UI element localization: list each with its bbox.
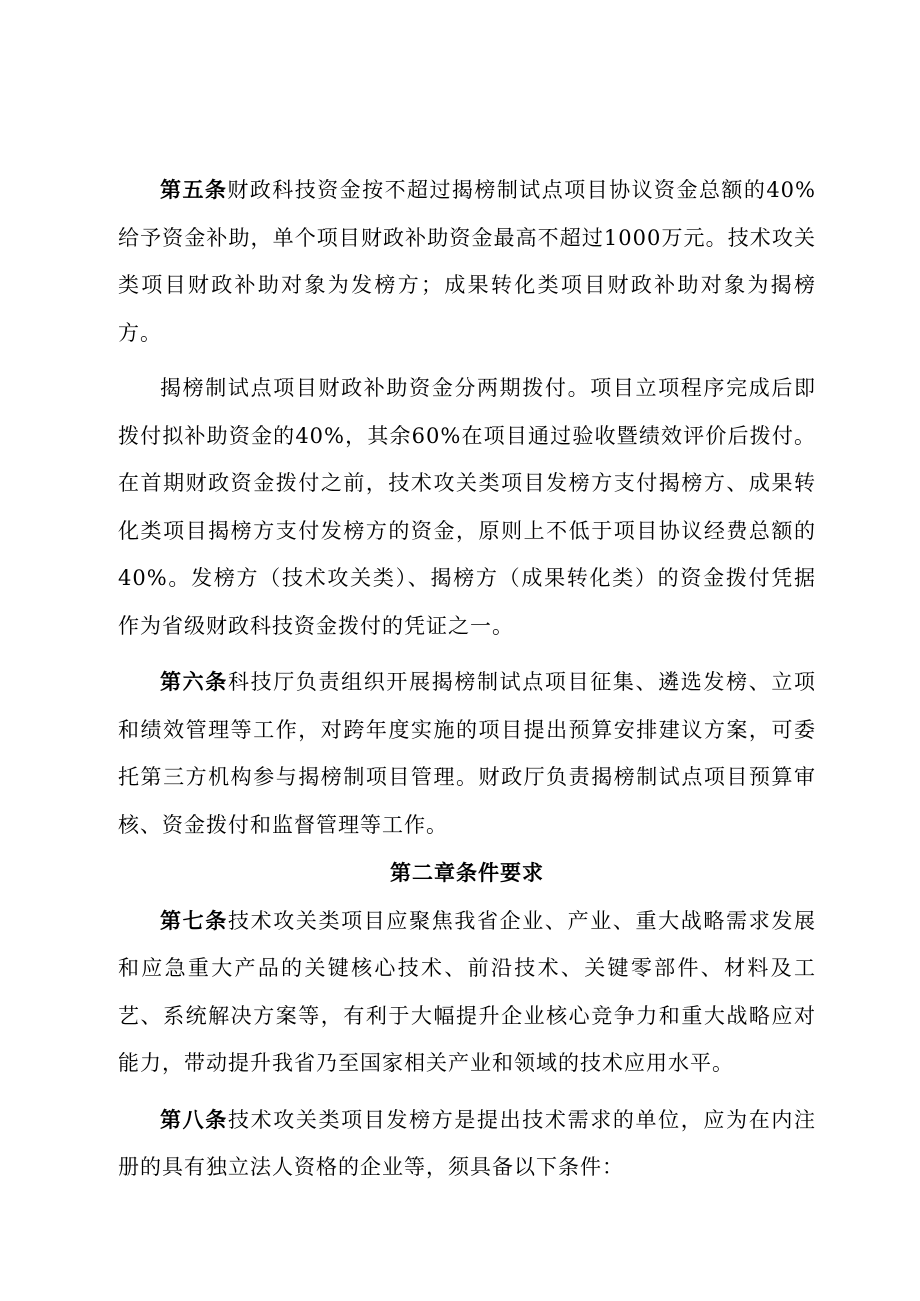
chapter-heading: 第二章条件要求 <box>390 860 544 885</box>
article-5-text: 财政科技资金按不超过揭榜制试点项目协议资金总额的40%给予资金补助，单个项目财政补助资金最高不超过1000万元。技术攻关类项目财政补助对象为发榜方；成果转化类项目财政补助对象为揭榜方。 <box>118 178 816 345</box>
article-6-number: 第六条 <box>160 669 228 694</box>
article-6-text: 科技厅负责组织开展揭榜制试点项目征集、遴选发榜、立项和绩效管理等工作，对跨年度实施的项目提出预算安排建议方案，可委托第三方机构参与揭榜制项目管理。财政厅负责揭榜制试点项目预算审核、资金拨付和监督管理等工作。 <box>118 670 817 837</box>
article-5-paragraph <box>118 166 816 357</box>
article-8-paragraph <box>118 1096 816 1192</box>
article-8-text: 技术攻关类项目发榜方是提出技术需求的单位，应为在内注册的具有独立法人资格的企业等，须具备以下条件： <box>118 1107 817 1179</box>
article-7-text: 技术攻关类项目应聚焦我省企业、产业、重大战略需求发展和应急重大产品的关键核心技术、前沿技术、关键零部件、材料及工艺、系统解决方案等，有利于大幅提升企业核心竞争力和重大战略应对能力，带动提升我省乃至国家相关产业和领域的技术应用水平。 <box>118 908 817 1075</box>
funding-disbursement-paragraph <box>118 365 816 650</box>
article-7-paragraph <box>118 897 816 1088</box>
article-7-number: 第七条 <box>160 907 228 933</box>
article-8-number: 第八条 <box>160 1106 228 1132</box>
funding-disbursement-text: 揭榜制试点项目财政补助资金分两期拨付。项目立项程序完成后即拨付拟补助资金的40%，其余60%在项目通过验收暨绩效评价后拨付。在首期财政资金拨付之前，技术攻关类项目发榜方支付揭榜方、成果转化类项目揭榜方支付发榜方的资金，原则上不低于项目协议经费总额的40%。发榜方（技术攻关类）、揭榜方（成果转化类）的资金拨付凭据作为省级财政科技资金拨付的凭证之一。 <box>118 376 816 638</box>
article-6-paragraph <box>118 658 816 849</box>
document-body <box>118 166 816 1192</box>
article-5-number: 第五条 <box>160 177 228 202</box>
